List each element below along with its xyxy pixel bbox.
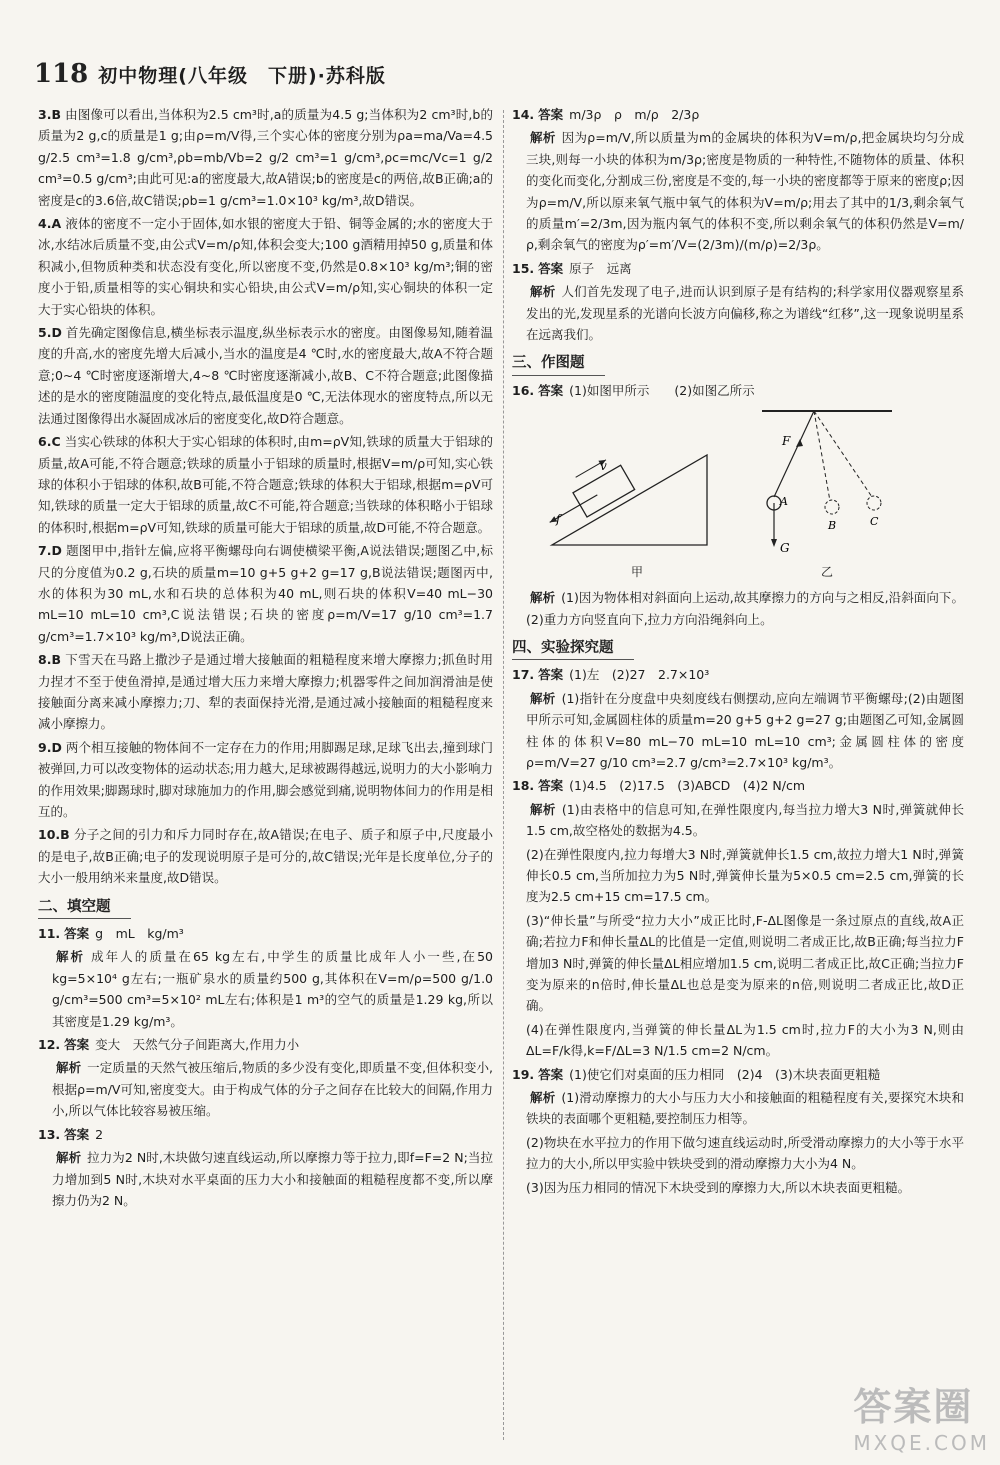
explanation: 解析 (1)滑动摩擦力的大小与压力大小和接触面的粗糙程度有关,要探究木块和铁块的表面哪个更粗糙,要控制压力相等。	[526, 1090, 964, 1127]
explanation: (3)“伸长量”与所受“拉力大小”成正比时,F-ΔL图像是一条过原点的直线,故A正确;若拉力F和伸长量ΔL的比值是一定值,则说明二者成正比,故B正确;每当拉力F增加3 N时,弹簧的伸长量ΔL相应增加1.5 cm,说明二者成正比,故C正确;当拉力F变为原来的n倍时,伸长量ΔL也总是变为原来的n倍,则说明二者成正比,故D正确。	[526, 912, 964, 1014]
svg-text:f: f	[556, 512, 561, 527]
explanation: 解析 成年人的质量在65 kg左右,中学生的质量比成年人小一些,在50 kg=5×10⁴ g左右;一瓶矿泉水的质量约500 g,其体积在V=m/ρ=500 g/1.0 g/cm³=500 cm³=5×10² mL左右;体积是1 m³的空气的质量是1.29 kg,所以其密度是1.29 kg/m³。	[52, 949, 493, 1029]
page-header	[34, 58, 386, 90]
explanation: 解析 因为ρ=m/V,所以质量为m的金属块的体积为V=m/ρ,把金属块均匀分成三块,则每一小块的体积为m/3ρ;密度是物质的一种特性,不随物体的质量、体积的变化而变化,分割成三份,密度是不变的,每一小块的密度都等于原来的密度ρ;因为ρ=m/V,所以原来氧气瓶中氧气的体积为V=m/ρ;用去了其中的1/3,剩余氧气的质量m′=2/3m,因为瓶内氧气的体积不变,所以剩余氧气的体积仍然是V=m/ρ,剩余氧气的密度为ρ′=m′/V=(2/3m)/(m/ρ)=2/3ρ。	[526, 130, 964, 253]
explanation: (2)在弹性限度内,拉力每增大3 N时,弹簧就伸长1.5 cm,故拉力增大1 N时,弹簧伸长0.5 cm,当所加拉力为5 N时,弹簧伸长量为5×0.5 cm=2.5 cm,弹簧的长度为2.5 cm+15 cm=17.5 cm。	[526, 846, 964, 905]
answer-item: 8.B 下雪天在马路上撒沙子是通过增大接触面的粗糙程度来增大摩擦力;抓鱼时用力捏才不至于使鱼滑掉,是通过增大压力来增大摩擦力;机器零件之间加润滑油是使接触面分离来减小摩擦力;刀、犁的表面保持光滑,是通过减小接触面的粗糙程度来减小摩擦力。	[38, 652, 493, 732]
answer-item: 9.D 两个相互接触的物体间不一定存在力的作用;用脚踢足球,足球飞出去,撞到球门被弹回,力可以改变物体的运动状态;用力越大,足球被踢得越远,说明力的大小影响力的作用效果;脚踢球时,脚对球施加力的作用,脚会感觉到痛,说明物体间力的作用是相互的。	[38, 739, 493, 819]
explanation: 解析 (1)由表格中的信息可知,在弹性限度内,每当拉力增大3 N时,弹簧就伸长1.5 cm,故空格处的数据为4.5。	[526, 801, 964, 839]
pendulum-diagram	[752, 405, 902, 555]
right-column	[512, 104, 964, 1200]
answer-item: 5.D 首先确定图像信息,横坐标表示温度,纵坐标表示水的密度。由图像易知,随着温度的升高,水的密度先增大后减小,当水的温度是4 ℃时,水的密度最大,故A不符合题意;0~4 ℃时密度逐渐增大,4~8 ℃时密度逐渐减小,故B、C不符合题意;此图像描述的是水的密度随温度的变化特点,最低温度是0 ℃,无法体现水的密度特点,所以无法通过图像得出水凝固成冰后的密度变化,故D符合题意。	[38, 325, 494, 426]
section-heading: 二、填空题	[38, 897, 131, 919]
svg-text:v: v	[600, 459, 607, 474]
answer-item: 13. 答案 2	[38, 1126, 104, 1142]
answer-item: 3.B 由图像可以看出,当体积为2.5 cm³时,a的质量为4.5 g;当体积为2 cm³时,b的质量为2 g,c的质量是1 g;由ρ=m/V得,三个实心体的密度分别为ρa=ma/Va=4.5 g/2.5 cm³=1.8 g/cm³,ρb=mb/Vb=2 g/2 cm³=1 g/cm³,ρc=mc/Vc=1 g/2 cm³=0.5 g/cm³;由此可见:a的密度最大,故A错误;b的密度是c的两倍,故B正确;a的密度是c的3.6倍,故C错误;ρb=1 g/cm³=1.0×10³ kg/m³,故D错误。	[38, 107, 493, 208]
svg-text:G: G	[780, 541, 790, 556]
figure-row	[542, 405, 964, 583]
explanation: (2)物块在水平拉力的作用下做匀速直线运动时,所受滑动摩擦力的大小等于水平拉力的大小,所以甲实验中铁块受到的滑动摩擦力大小为4 N。	[526, 1134, 964, 1172]
answer-item: 12. 答案 变大 天然气分子间距离大,作用力小	[38, 1037, 300, 1053]
explanation: 解析 (1)因为物体相对斜面向上运动,故其摩擦力的方向与之相反,沿斜面向下。(2)重力方向竖直向下,拉力方向沿绳斜向上。	[526, 590, 964, 627]
answer-item: 14. 答案 m/3ρ ρ m/ρ 2/3ρ	[512, 107, 700, 122]
answer-item: 15. 答案 原子 远离	[512, 260, 632, 276]
svg-text:A: A	[780, 495, 788, 509]
figure-jia: v f 甲	[542, 405, 732, 583]
page-number: 118	[34, 59, 89, 89]
explanation: 解析 人们首先发现了电子,进而认识到原子是有结构的;科学家用仪器观察星系发出的光,发现星系的光谱向长波方向偏移,称之为谱线“红移”,这一现象说明星系在远离我们。	[526, 284, 964, 343]
svg-text:F: F	[782, 434, 791, 449]
answer-item: 11. 答案 g mL kg/m³	[38, 926, 184, 942]
answer-item: 16. 答案 (1)如图甲所示 (2)如图乙所示	[512, 382, 755, 398]
answer-item: 6.C 当实心铁球的体积大于实心铝球的体积时,由m=ρV知,铁球的质量大于铝球的质量,故A可能,不符合题意;铁球的质量小于铝球的质量时,根据V=m/ρ可知,实心铁球的体积小于铝球的体积,故B可能,不符合题意;铁球的体积大于铝球,根据m=ρV可知,铁球的质量一定大于铝球的质量,故C不可能,符合题意;当铁球的体积略小于铝球的体积时,根据m=ρV可知,铁球的质量可能大于铝球的质量,故D可能,不符合题意。	[38, 434, 493, 535]
incline-diagram	[542, 405, 732, 555]
answer-item: 19. 答案 (1)使它们对桌面的压力相同 (2)4 (3)木块表面更粗糙	[512, 1066, 881, 1082]
answer-item: 17. 答案 (1)左 (2)27 2.7×10³	[512, 667, 710, 683]
answer-item: 7.D 题图甲中,指针左偏,应将平衡螺母向右调使横梁平衡,A说法错误;题图乙中,标尺的分度值为0.2 g,石块的质量m=10 g+5 g+2 g=17 g,B说法错误;题图丙中,水的体积为30 mL,水和石块的总体积为40 mL,则石块的体积V=40 mL−30 mL=10 mL=10 cm³,C说法错误;石块的密度ρ=m/V=17 g/10 cm³=1.7 g/cm³=1.7×10³ kg/m³,D说法正确。	[38, 543, 493, 644]
svg-text:B: B	[828, 519, 837, 533]
explanation: 解析 (1)指针在分度盘中央刻度线右侧摆动,应向左端调节平衡螺母;(2)由题图甲所示可知,金属圆柱体的质量m=20 g+5 g+2 g=27 g;由题图乙可知,金属圆柱体的体积V=80 mL−70 mL=10 mL=10 cm³;金属圆柱体的密度ρ=m/V=27 g/10 cm³=2.7 g/cm³=2.7×10³ kg/m³。	[526, 690, 964, 770]
svg-text:C: C	[870, 515, 879, 529]
answer-item: 18. 答案 (1)4.5 (2)17.5 (3)ABCD (4)2 N/cm	[512, 778, 806, 794]
left-column	[38, 104, 493, 1213]
figure-yi: F G A B C 乙	[752, 405, 902, 583]
explanation: (3)因为压力相同的情况下木块受到的摩擦力大,所以木块表面更粗糙。	[526, 1179, 911, 1195]
watermark: 答案圈 MXQE.COM	[853, 1385, 990, 1455]
section-heading: 四、实验探究题	[512, 638, 634, 660]
explanation: 解析 一定质量的天然气被压缩后,物质的多少没有变化,即质量不变,但体积变小,根据ρ=m/V可知,密度变大。由于构成气体的分子之间存在比较大的间隔,作用力小,所以气体比较容易被压缩。	[52, 1060, 493, 1119]
answer-item: 10.B 分子之间的引力和斥力同时存在,故A错误;在电子、质子和原子中,尺度最小的是电子,故B正确;电子的发现说明原子是可分的,故C错误;光年是长度单位,分子的大小一般用纳米来量度,故D错误。	[38, 827, 493, 886]
section-heading: 三、作图题	[512, 353, 605, 375]
explanation: (4)在弹性限度内,当弹簧的伸长量ΔL为1.5 cm时,拉力F的大小为3 N,则由ΔL=F/k得,k=F/ΔL=3 N/1.5 cm=2 N/cm。	[526, 1021, 964, 1059]
column-divider	[503, 110, 504, 1440]
book-title: 初中物理(八年级 下册)·苏科版	[98, 64, 386, 87]
explanation: 解析 拉力为2 N时,木块做匀速直线运动,所以摩擦力等于拉力,即f=F=2 N;当拉力增加到5 N时,木块对水平桌面的压力大小和接触面的粗糙程度都不变,所以摩擦力仍为2 N。	[52, 1150, 493, 1208]
answer-item: 4.A 液体的密度不一定小于固体,如水银的密度大于铅、铜等金属的;水的密度大于冰,水结冰后质量不变,由公式V=m/ρ知,体积会变大;100 g酒精用掉50 g,质量和体积减小,但物质种类和状态没有变化,所以密度不变,仍然是0.8×10³ kg/m³;铜的密度小于铅,质量相等的实心铜块和实心铅块,由公式V=m/ρ知,实心铜块的体积一定大于实心铅块的体积。	[38, 216, 493, 317]
